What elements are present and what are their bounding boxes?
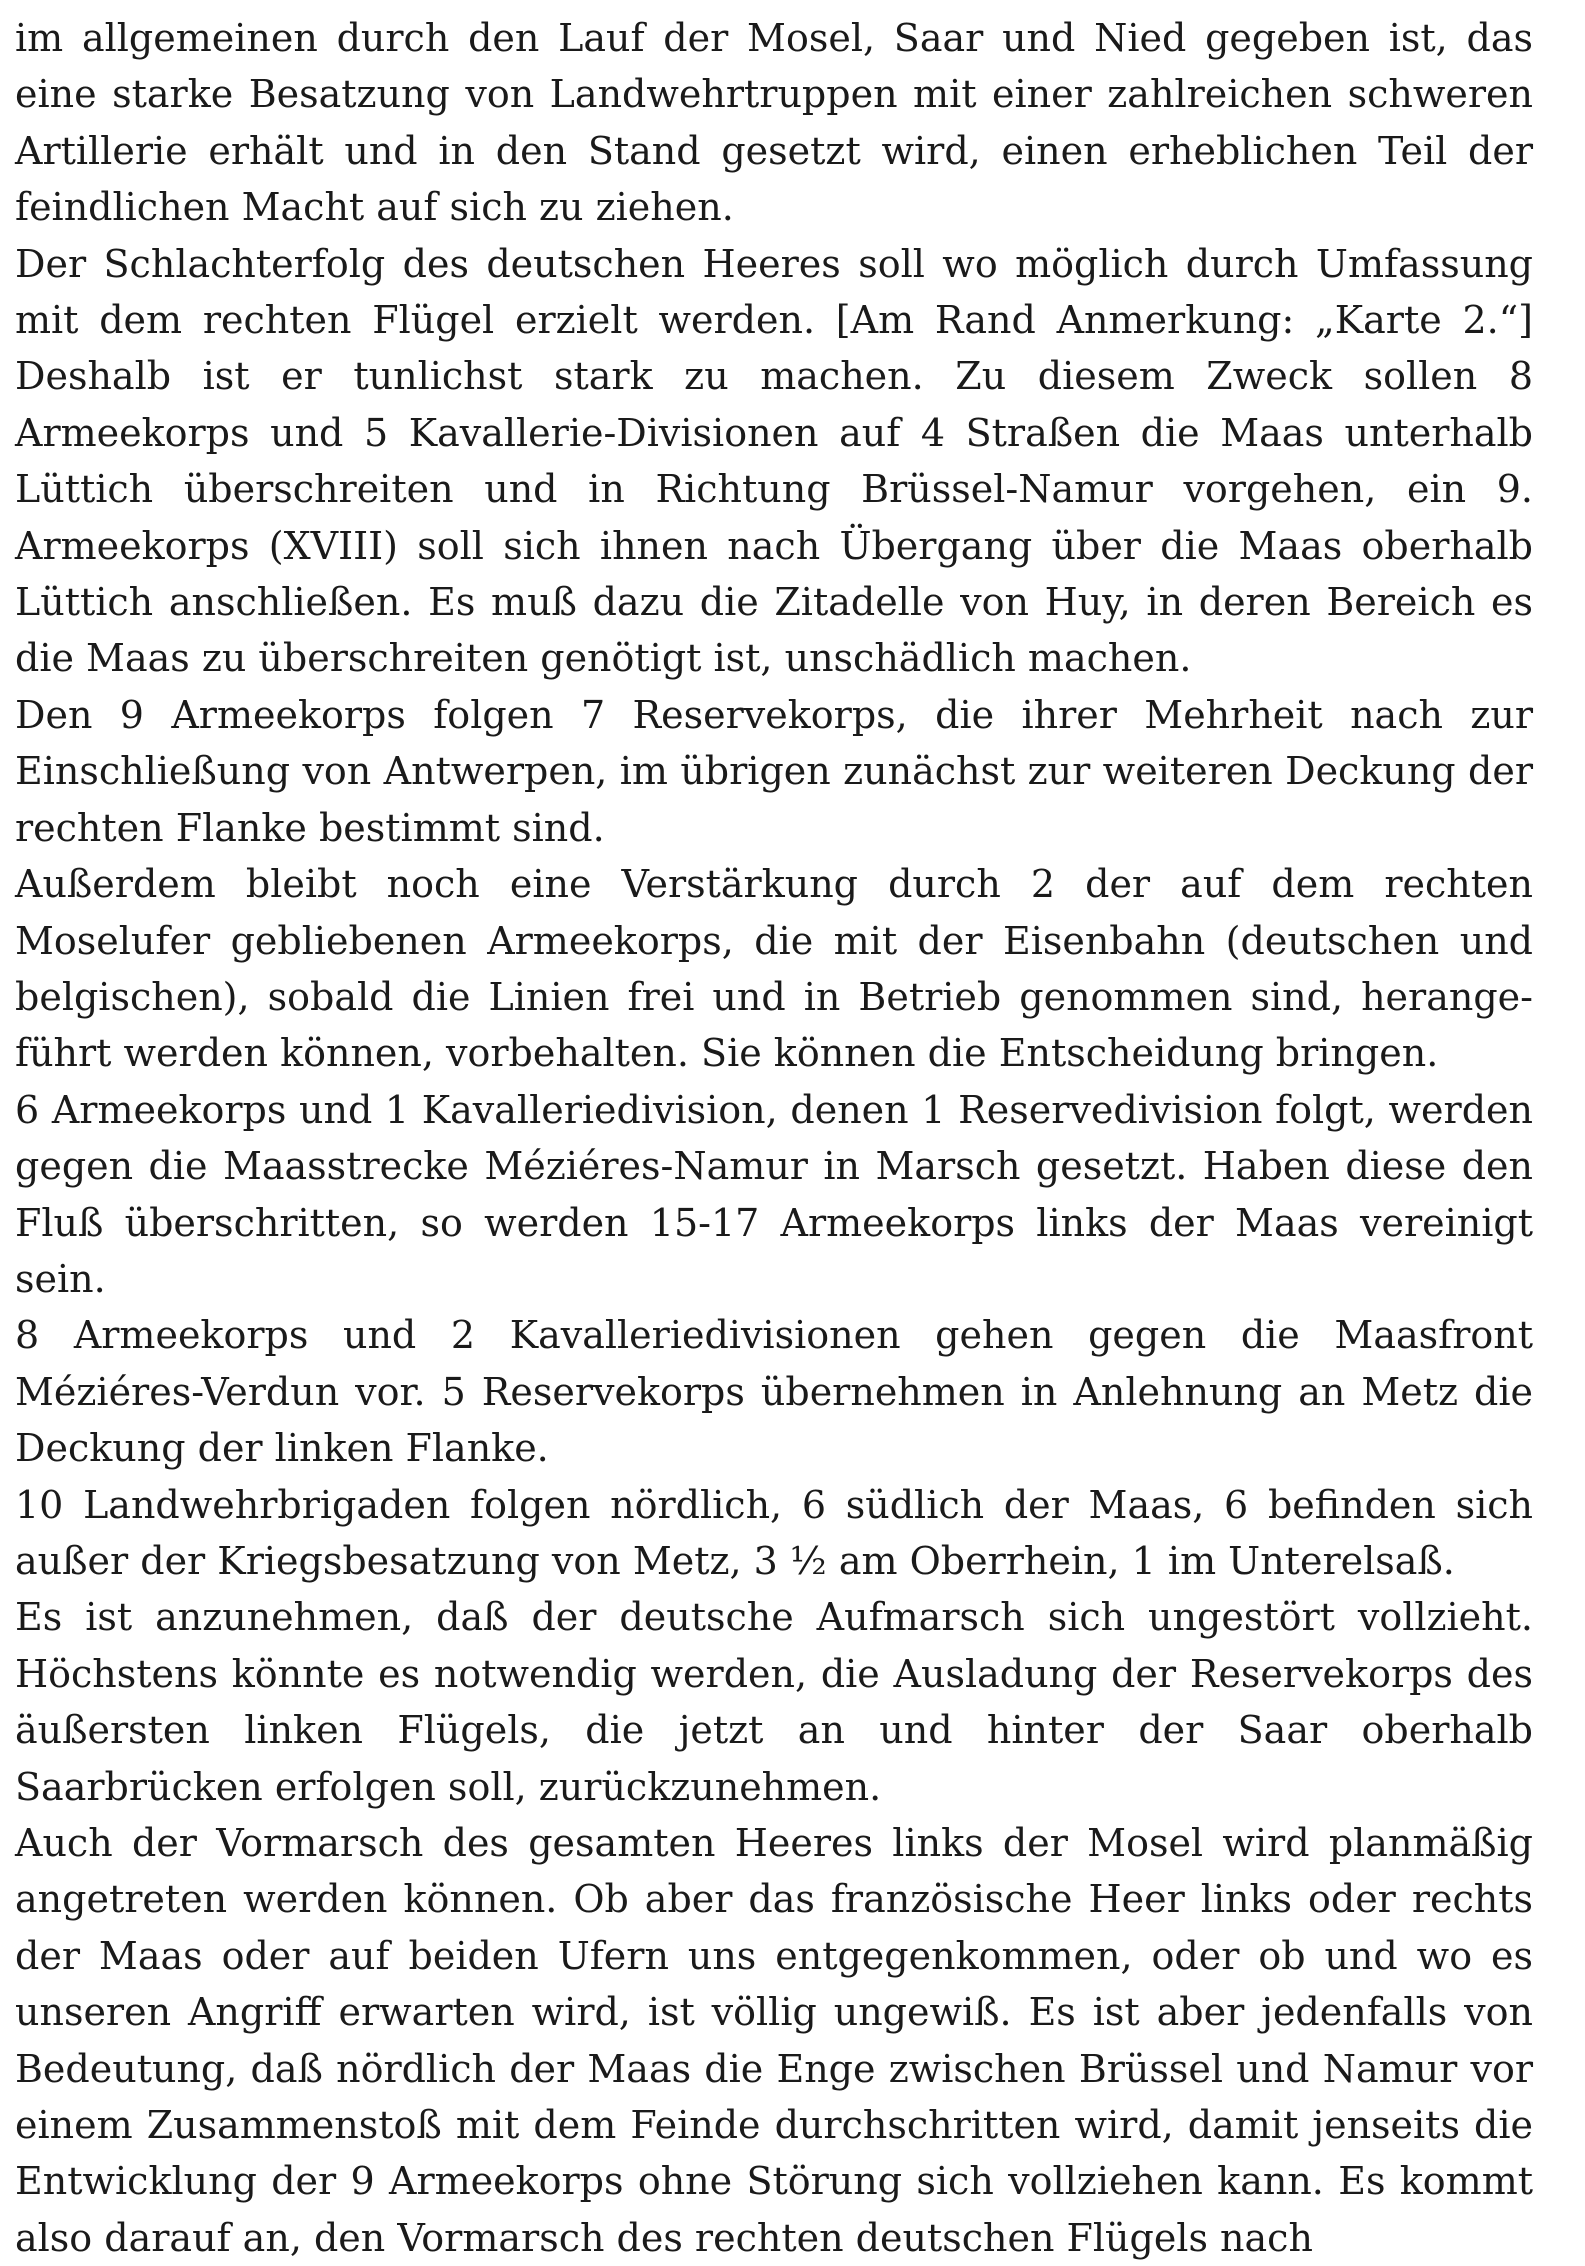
paragraph: Den 9 Armeekorps folgen 7 Reservekorps, die ihrer Mehrheit nach zur Einschließung von Antwerpen, im übrigen zunächst zur weiteren Deckung der rechten Flanke bestimmt sind.: [15, 692, 1533, 850]
paragraph: Der Schlachterfolg des deutschen Heeres soll wo möglich durch Umfassung mit dem rechten Flügel erzielt werden. [Am Rand Anmerkung: „Karte 2.“] Deshalb ist er tunlichst stark zu machen. Zu diesem Zweck sollen 8 Armeekorps und 5 Kavallerie-Divisionen auf 4 Straßen die Maas unterhalb Lüttich überschreiten und in Richtung Brüssel-Namur vorgehen, ein 9. Armeekorps (XVIII) soll sich ihnen nach Übergang über die Maas oberhalb Lüttich anschließen. Es muß dazu die Zitadelle von Huy, in deren Bereich es die Maas zu überschreiten genötigt ist, unschädlich machen.: [15, 241, 1533, 681]
paragraph: 10 Landwehrbrigaden folgen nördlich, 6 südlich der Maas, 6 befinden sich außer der Kriegsbesatzung von Metz, 3 ½ am Oberrhein, 1 im Unterelsaß.: [15, 1482, 1533, 1583]
paragraph: Außerdem bleibt noch eine Verstärkung durch 2 der auf dem rechten Moselufer gebliebenen Armeekorps, die mit der Eisenbahn (deutschen und belgischen), sobald die Linien frei und in Betrieb genommen sind, herangeführt werden können, vorbehalten. Sie können die Entscheidung bringen.: [15, 862, 1533, 1076]
paragraph: im allgemeinen durch den Lauf der Mosel, Saar und Nied gegeben ist, das eine starke Besatzung von Landwehrtruppen mit einer zahlreichen schweren Artillerie erhält und in den Stand gesetzt wird, einen erheblichen Teil der feindlichen Macht auf sich zu ziehen.: [15, 16, 1533, 230]
paragraph: 6 Armeekorps und 1 Kavalleriedivision, denen 1 Reservedivision folgt, werden gegen die Maasstrecke Méziéres-Namur in Marsch gesetzt. Haben diese den Fluß überschritten, so werden 15-17 Armeekorps links der Maas vereinigt sein.: [15, 1087, 1533, 1301]
paragraph: Es ist anzunehmen, daß der deutsche Aufmarsch sich ungestört vollzieht. Höchstens könnte es notwendig werden, die Ausladung der Reservekorps des äußersten linken Flügels, die jetzt an und hinter der Saar oberhalb Saarbrücken erfolgen soll, zurückzunehmen.: [15, 1595, 1533, 1809]
paragraph: 8 Armeekorps und 2 Kavalleriedivisionen gehen gegen die Maasfront Méziéres-Verdun vor. 5 Reservekorps übernehmen in Anlehnung an Metz die Deckung der linken Flanke.: [15, 1313, 1533, 1471]
body-text: [15, 10, 1533, 2266]
paragraph: Auch der Vormarsch des gesamten Heeres links der Mosel wird planmäßig angetreten werden können. Ob aber das französische Heer links oder rechts der Maas oder auf beiden Ufern uns entgegenkommen, oder ob und wo es unseren Angriff erwarten wird, ist völlig ungewiß. Es ist aber jedenfalls von Bedeutung, daß nördlich der Maas die Enge zwischen Brüssel und Namur vor einem Zusammenstoß mit dem Feinde durchschritten wird, damit jenseits die Entwicklung der 9 Armeekorps ohne Störung sich vollziehen kann. Es kommt also darauf an, den Vormarsch des rechten deutschen Flügels nach: [15, 1821, 1533, 2260]
